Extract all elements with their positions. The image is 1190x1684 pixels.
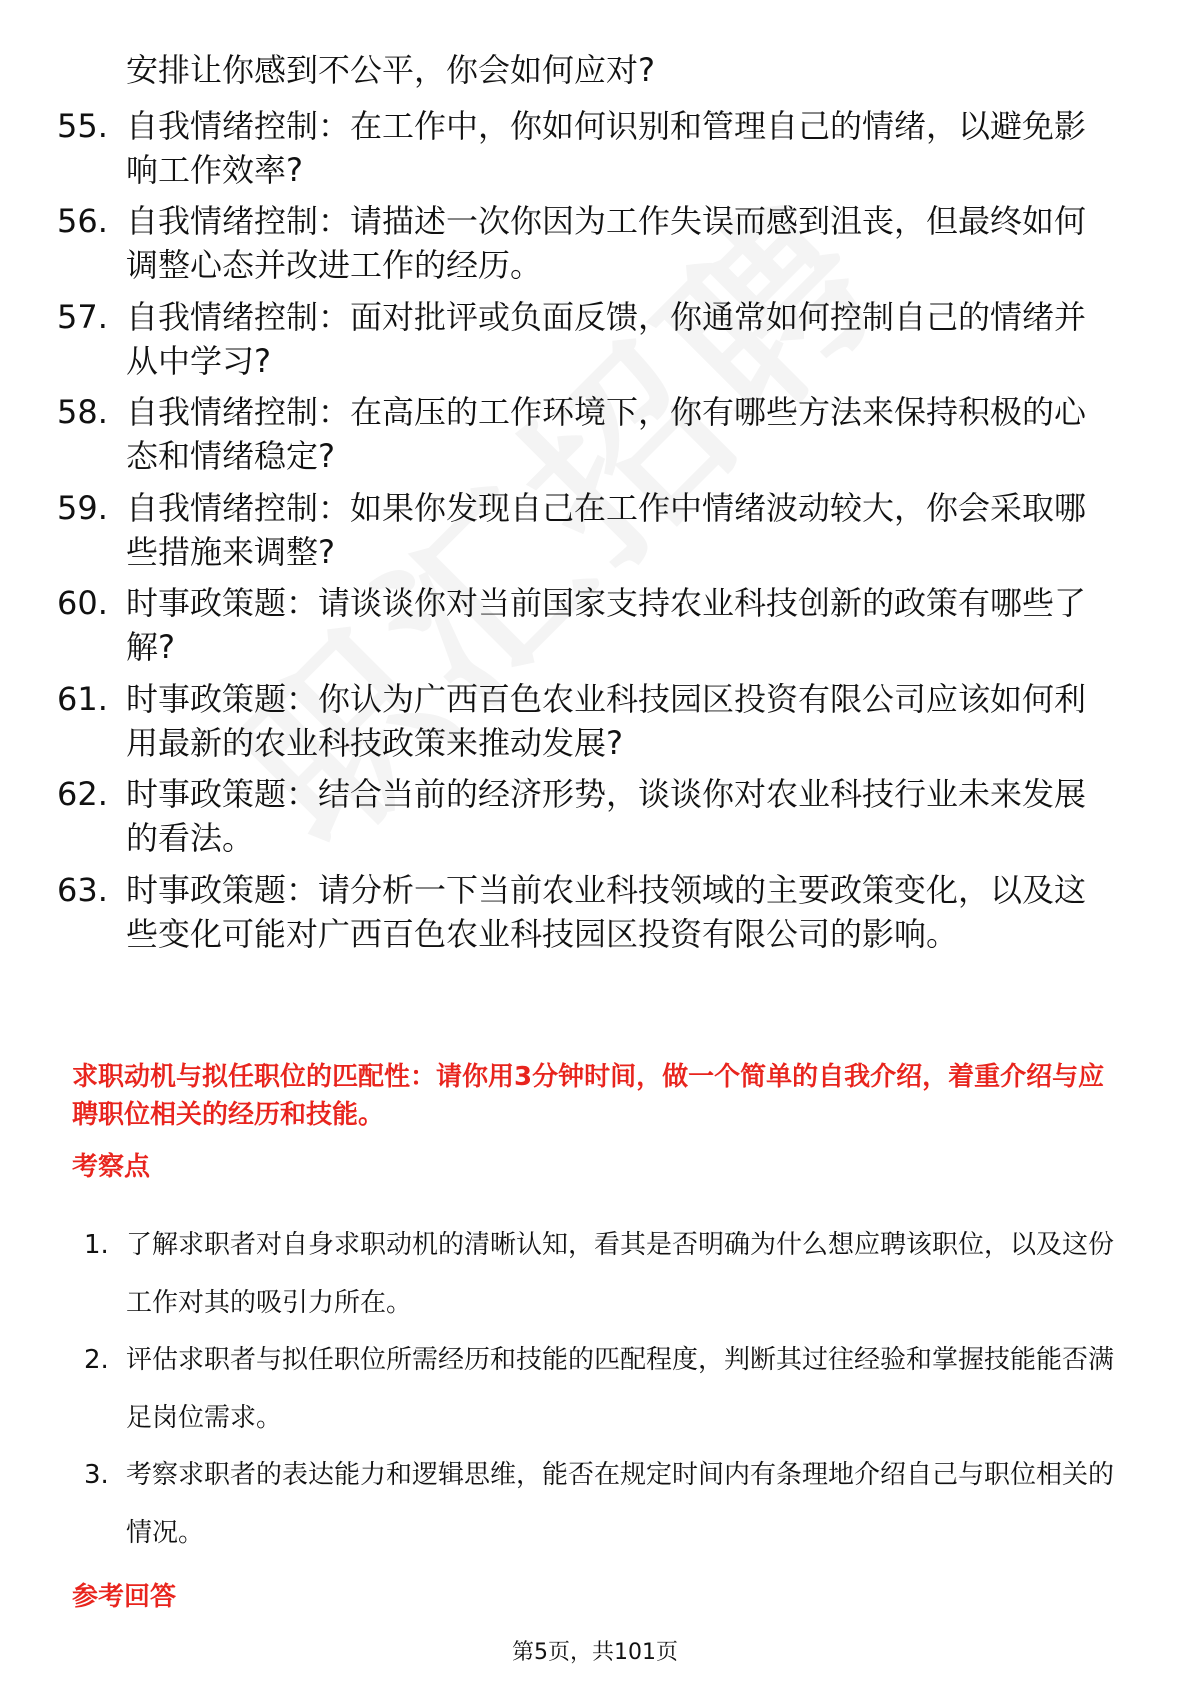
list-item (57, 390, 1117, 478)
list-item (84, 1331, 1114, 1447)
question-number: 62. (57, 775, 108, 813)
list-item (84, 1216, 1114, 1332)
point-text: 了解求职者对自身求职动机的清晰认知，看其是否明确为什么想应聘该职位，以及这份工作对其的吸引力所在。 (126, 1230, 1115, 1318)
question-number: 59. (57, 489, 108, 527)
question-text: 时事政策题：请分析一下当前农业科技领域的主要政策变化，以及这些变化可能对广西百色农业科技园区投资有限公司的影响。 (126, 871, 1087, 953)
question-text: 自我情绪控制：在高压的工作环境下，你有哪些方法来保持积极的心态和情绪稳定? (126, 393, 1087, 475)
question-text: 时事政策题：请谈谈你对当前国家支持农业科技创新的政策有哪些了解? (126, 584, 1087, 666)
question-number: 58. (57, 393, 108, 431)
question-number: 60. (57, 584, 108, 622)
list-item (57, 486, 1117, 574)
question-text: 时事政策题：你认为广西百色农业科技园区投资有限公司应该如何利用最新的农业科技政策来推动发展? (126, 680, 1087, 762)
point-text: 评估求职者与拟任职位所需经历和技能的匹配程度，判断其过往经验和掌握技能能否满足岗位需求。 (126, 1345, 1115, 1433)
list-item (57, 868, 1117, 956)
question-number: 56. (57, 202, 108, 240)
section-title: 求职动机与拟任职位的匹配性：请你用3分钟时间，做一个简单的自我介绍，着重介绍与应聘职位相关的经历和技能。 (72, 1062, 1105, 1130)
point-number: 1. (84, 1230, 109, 1260)
list-item (57, 581, 1117, 669)
question-text: 自我情绪控制：如果你发现自己在工作中情绪波动较大，你会采取哪些措施来调整? (126, 489, 1087, 571)
points-heading: 考察点 (72, 1152, 151, 1182)
list-item (84, 1446, 1114, 1562)
question-number: 63. (57, 871, 108, 909)
question-text: 自我情绪控制：面对批评或负面反馈，你通常如何控制自己的情绪并从中学习? (126, 298, 1087, 380)
point-text: 考察求职者的表达能力和逻辑思维，能否在规定时间内有条理地介绍自己与职位相关的情况。 (126, 1460, 1115, 1548)
list-item (57, 199, 1117, 287)
question-text: 自我情绪控制：请描述一次你因为工作失误而感到沮丧，但最终如何调整心态并改进工作的经历。 (126, 202, 1087, 284)
question-continuation: 安排让你感到不公平，你会如何应对? (126, 51, 655, 89)
point-number: 3. (84, 1460, 109, 1490)
question-text: 时事政策题：结合当前的经济形势，谈谈你对农业科技行业未来发展的看法。 (126, 775, 1087, 857)
question-number: 57. (57, 298, 108, 336)
question-text: 自我情绪控制：在工作中，你如何识别和管理自己的情绪，以避免影响工作效率? (126, 107, 1087, 189)
list-item (57, 295, 1117, 383)
answer-heading: 参考回答 (72, 1582, 177, 1612)
page-number: 第5页，共101页 (512, 1640, 678, 1665)
list-item (57, 677, 1117, 765)
question-number: 55. (57, 107, 108, 145)
question-number: 61. (57, 680, 108, 718)
point-number: 2. (84, 1345, 109, 1375)
list-item (57, 104, 1117, 192)
list-item (57, 772, 1117, 860)
